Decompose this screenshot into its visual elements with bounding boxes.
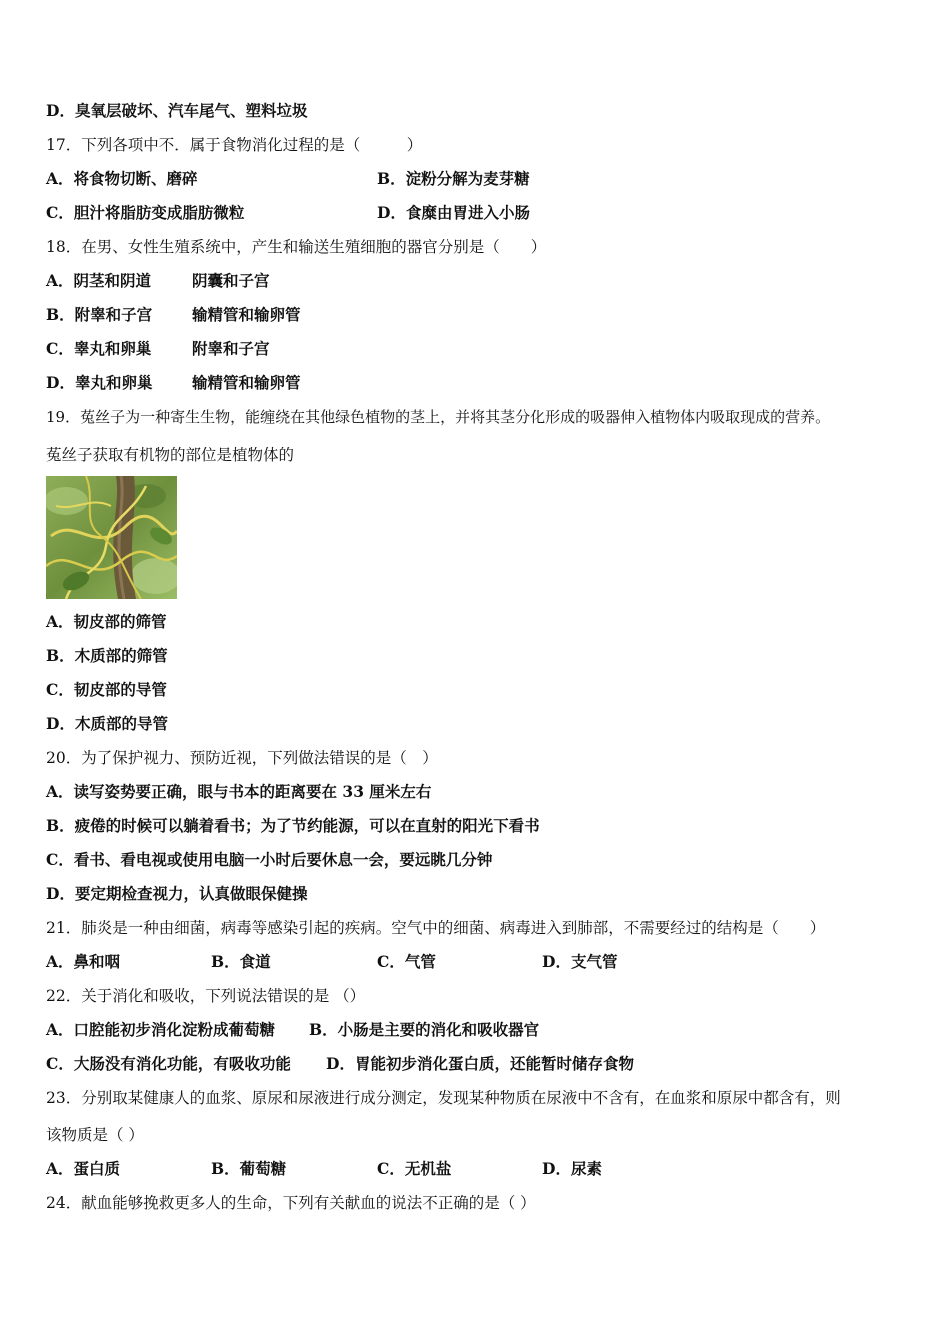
q19-option-a: A．韧皮部的筛管 — [46, 612, 167, 631]
q23-option-d: D．尿素 — [542, 1159, 602, 1178]
q21-option-a: A．鼻和咽 — [46, 952, 121, 971]
q18-option-b-second: 输精管和输卵管 — [192, 305, 301, 324]
q17-option-b: B．淀粉分解为麦芽糖 — [377, 169, 530, 188]
q23-stem-line2: 该物质是（ ） — [46, 1126, 144, 1144]
q20-option-b: B．疲倦的时候可以躺着看书；为了节约能源，可以在直射的阳光下看书 — [46, 816, 540, 835]
q18-option-b: B．附睾和子宫 — [46, 305, 153, 324]
q22-option-d: D．胃能初步消化蛋白质，还能暂时储存食物 — [326, 1054, 634, 1073]
q18-option-a: A．阴茎和阴道 — [46, 271, 152, 290]
q22-option-b: B．小肠是主要的消化和吸收器官 — [309, 1020, 540, 1039]
q23-option-b: B．葡萄糖 — [211, 1159, 287, 1178]
q21-stem: 21．肺炎是一种由细菌，病毒等感染引起的疾病。空气中的细菌、病毒进入到肺部，不需要经过的结构是（ ） — [46, 919, 826, 937]
q22-stem: 22．关于消化和吸收，下列说法错误的是 （） — [46, 987, 366, 1005]
q21-option-d: D．支气管 — [542, 952, 618, 971]
q19-stem-line2: 菟丝子获取有机物的部位是植物体的 — [46, 446, 295, 464]
q18-option-a-second: 阴囊和子宫 — [192, 271, 270, 290]
q20-option-a: A．读写姿势要正确，眼与书本的距离要在 33 厘米左右 — [46, 782, 432, 801]
q19-option-d: D．木质部的导管 — [46, 714, 168, 733]
q23-stem-line1: 23．分别取某健康人的血浆、原尿和尿液进行成分测定，发现某种物质在尿液中不含有，在血浆和原尿中都含有，则 — [46, 1089, 841, 1107]
q17-option-c: C．胆汁将脂肪变成脂肪微粒 — [46, 203, 245, 222]
q22-option-a: A．口腔能初步消化淀粉成葡萄糖 — [46, 1020, 276, 1039]
q20-option-d: D．要定期检查视力，认真做眼保健操 — [46, 884, 308, 903]
q23-option-a: A．蛋白质 — [46, 1159, 121, 1178]
q19-stem-line1: 19．菟丝子为一种寄生生物，能缠绕在其他绿色植物的茎上，并将其茎分化形成的吸器伸入植物体内吸取现成的营养。 — [46, 408, 831, 426]
q18-option-d: D．睾丸和卵巢 — [46, 373, 153, 392]
q18-option-d-second: 输精管和输卵管 — [192, 373, 301, 392]
q20-stem: 20．为了保护视力、预防近视，下列做法错误的是（ ） — [46, 749, 438, 767]
dodder-plant-photo — [46, 476, 177, 599]
q22-option-c: C．大肠没有消化功能，有吸收功能 — [46, 1054, 291, 1073]
q24-stem: 24．献血能够挽救更多人的生命，下列有关献血的说法不正确的是（ ） — [46, 1194, 536, 1212]
q21-option-c: C．气管 — [377, 952, 436, 971]
q18-stem: 18．在男、女性生殖系统中，产生和输送生殖细胞的器官分别是（ ） — [46, 238, 547, 256]
q21-option-b: B．食道 — [211, 952, 271, 971]
q17-option-d: D．食糜由胃进入小肠 — [377, 203, 530, 222]
q18-option-c-second: 附睾和子宫 — [192, 339, 270, 358]
q19-option-b: B．木质部的筛管 — [46, 646, 168, 665]
q23-option-c: C．无机盐 — [377, 1159, 452, 1178]
q17-stem: 17．下列各项中不．属于食物消化过程的是（ ） — [46, 136, 423, 154]
q17-option-a: A．将食物切断、磨碎 — [46, 169, 198, 188]
q18-option-c: C．睾丸和卵巢 — [46, 339, 152, 358]
q16-option-d: D．臭氧层破坏、汽车尾气、塑料垃圾 — [46, 101, 308, 120]
q20-option-c: C．看书、看电视或使用电脑一小时后要休息一会，要远眺几分钟 — [46, 850, 493, 869]
q19-option-c: C．韧皮部的导管 — [46, 680, 167, 699]
